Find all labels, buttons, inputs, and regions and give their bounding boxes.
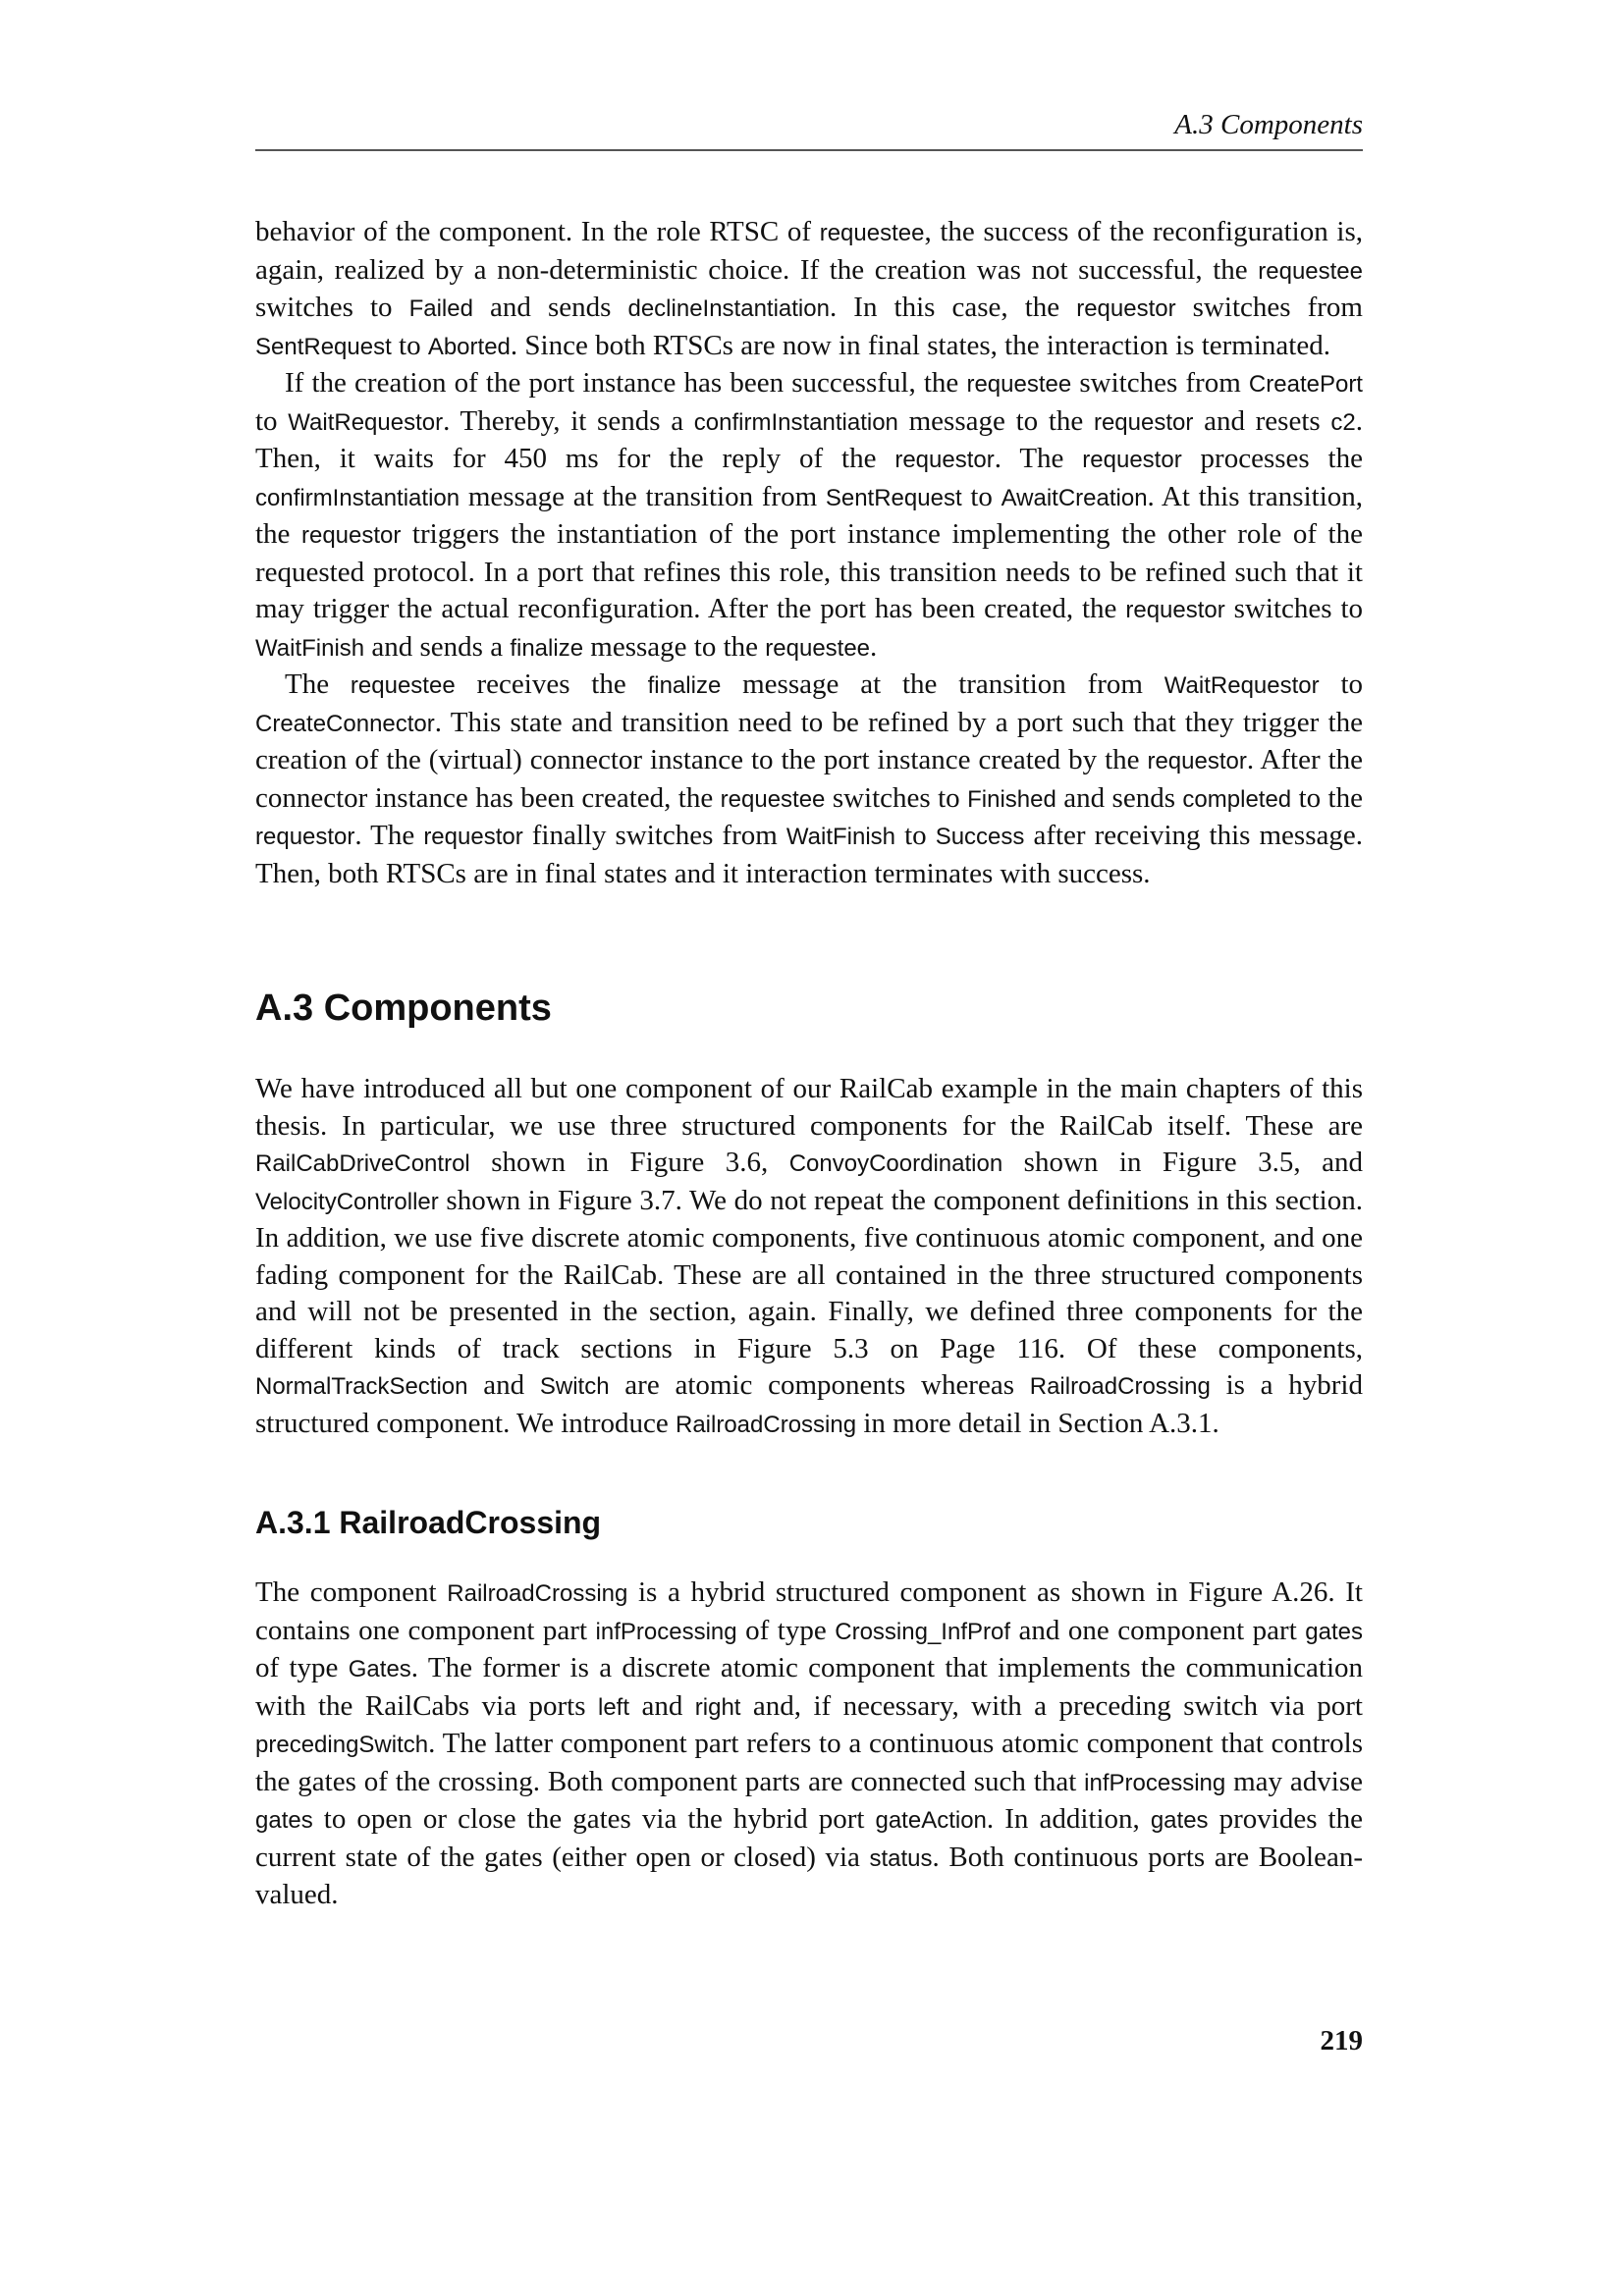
code-identifier: Aborted	[427, 333, 511, 360]
code-identifier: Finished	[967, 785, 1056, 813]
code-identifier: requestee	[350, 672, 456, 699]
code-identifier: requestor	[1147, 748, 1247, 774]
paragraph: The component RailroadCrossing is a hybrid structured component as shown in Figure A.26. It contains one component part infProcessing of type Crossing_InfProf and one component part gates of type Gates. The former is a discrete atomic component that implements the communication with the RailCabs via ports left and right and, if necessary, with a preceding switch via port precedingSwitch. The latter component part refers to a continuous atomic component that controls the gates of the crossing. Both component parts are connected such that infProcessing may advise gates to open or close the gates via the hybrid port gateAction. In addition, gates provides the current state of the gates (either open or closed) via status. Both continuous ports are Boolean-valued.	[255, 1576, 1364, 1910]
code-identifier: RailCabDriveControl	[255, 1150, 470, 1177]
code-identifier: finalize	[647, 672, 722, 699]
code-identifier: SentRequest	[255, 333, 392, 360]
paragraph: We have introduced all but one component of our RailCab example in the main chapters of this thesis. In particular, we use three structured components for the RailCab itself. These are RailCabDriveControl shown in Figure 3.6, ConvoyCoordination shown in Figure 3.5, and VelocityController shown in Figure 3.7. We do not repeat the component definitions in this section. In addition, we use five discrete atomic components, five continuous atomic component, and one fading component for the RailCab. These are all contained in the three structured components and will not be presented in the section, again. Finally, we defined three components for the different kinds of track sections in Figure 5.3 on Page 116. Of these components, NormalTrackSection and Switch are atomic components whereas RailroadCrossing is a hybrid structured component. We introduce RailroadCrossing in more detail in Section A.3.1.	[255, 1073, 1363, 1439]
code-identifier: CreateConnector	[255, 710, 435, 737]
running-header	[255, 110, 1363, 151]
code-identifier: requestor	[1082, 447, 1182, 473]
code-identifier: requestee	[1258, 257, 1363, 285]
running-title: A.3 Components	[1174, 109, 1363, 140]
code-identifier: WaitFinish	[785, 824, 896, 850]
code-identifier: requestee	[765, 634, 871, 662]
code-identifier: Crossing_InfProf	[835, 1618, 1010, 1645]
code-identifier: ConvoyCoordination	[788, 1150, 1003, 1177]
page-body	[255, 214, 1363, 1914]
code-identifier: VelocityController	[255, 1188, 439, 1215]
code-identifier: Switch	[539, 1373, 610, 1400]
code-identifier: requestor	[1093, 408, 1194, 436]
code-identifier: requestor	[894, 447, 995, 473]
subsection-heading: A.3.1 RailroadCrossing	[255, 1505, 602, 1540]
code-identifier: requestor	[1076, 295, 1176, 322]
code-identifier: Gates	[348, 1656, 411, 1682]
code-identifier: requestor	[255, 824, 355, 850]
code-identifier: declineInstantiation	[627, 295, 830, 322]
code-identifier: WaitFinish	[255, 634, 365, 662]
code-identifier: gates	[1305, 1618, 1363, 1645]
code-identifier: requestee	[966, 371, 1072, 398]
code-identifier: infProcessing	[1084, 1769, 1226, 1796]
code-identifier: requestor	[1125, 597, 1225, 623]
code-identifier: Success	[935, 824, 1025, 850]
code-identifier: confirmInstantiation	[255, 484, 460, 511]
code-identifier: RailroadCrossing	[675, 1411, 857, 1438]
code-identifier: left	[597, 1693, 629, 1721]
code-identifier: requestor	[423, 824, 523, 850]
code-identifier: requestor	[300, 522, 402, 549]
code-identifier: requestee	[720, 785, 826, 813]
code-identifier: requestee	[819, 220, 925, 246]
code-identifier: gateAction	[875, 1807, 987, 1834]
code-identifier: CreatePort	[1248, 371, 1363, 398]
code-identifier: precedingSwitch	[255, 1732, 429, 1758]
code-identifier: WaitRequestor	[288, 408, 444, 436]
code-identifier: SentRequest	[825, 484, 962, 511]
code-identifier: finalize	[510, 634, 584, 662]
paragraph: The requestee receives the finalize message at the transition from WaitRequestor to CreateConnector. This state and transition need to be refined by a port such that they trigger the creation of the (virtual) connector instance to the port instance created by the requestor. After the connector instance has been created, the requestee switches to Finished and sends completed to the requestor. The requestor finally switches from WaitFinish to Success after receiving this message. Then, both RTSCs are in final states and it interaction terminates with success.	[255, 668, 1364, 889]
code-identifier: WaitRequestor	[1164, 672, 1320, 699]
code-identifier: AwaitCreation	[1001, 484, 1148, 511]
code-identifier: status	[869, 1844, 933, 1872]
code-identifier: NormalTrackSection	[255, 1373, 468, 1400]
section-heading: A.3 Components	[255, 988, 552, 1029]
code-identifier: c2	[1330, 408, 1356, 436]
page-number: 219	[1320, 2025, 1363, 2056]
code-identifier: Failed	[408, 295, 473, 322]
paragraph: If the creation of the port instance has been successful, the requestee switches from CreatePort to WaitRequestor. Thereby, it sends a confirmInstantiation message to the requestor and resets c2. Then, it waits for 450 ms for the reply of the requestor. The requestor processes the confirmInstantiation message at the transition from SentRequest to AwaitCreation. At this transition, the requestor triggers the instantiation of the port instance implementing the other role of the requested protocol. In a port that refines this role, this transition needs to be refined such that it may trigger the actual reconfiguration. After the port has been created, the requestor switches to WaitFinish and sends a finalize message to the requestee.	[255, 367, 1364, 663]
code-identifier: gates	[255, 1807, 313, 1834]
code-identifier: RailroadCrossing	[1029, 1373, 1211, 1400]
code-identifier: right	[694, 1693, 741, 1721]
code-identifier: gates	[1150, 1807, 1209, 1834]
code-identifier: RailroadCrossing	[447, 1580, 628, 1607]
code-identifier: confirmInstantiation	[693, 408, 898, 436]
code-identifier: infProcessing	[595, 1618, 737, 1645]
paragraph: behavior of the component. In the role RTSC of requestee, the success of the reconfiguration is, again, realized by a non-deterministic choice. If the creation was not successful, the requestee switches to Failed and sends declineInstantiation. In this case, the requestor switches from SentRequest to Aborted. Since both RTSCs are now in final states, the interaction is terminated.	[255, 216, 1363, 361]
code-identifier: completed	[1182, 785, 1292, 813]
